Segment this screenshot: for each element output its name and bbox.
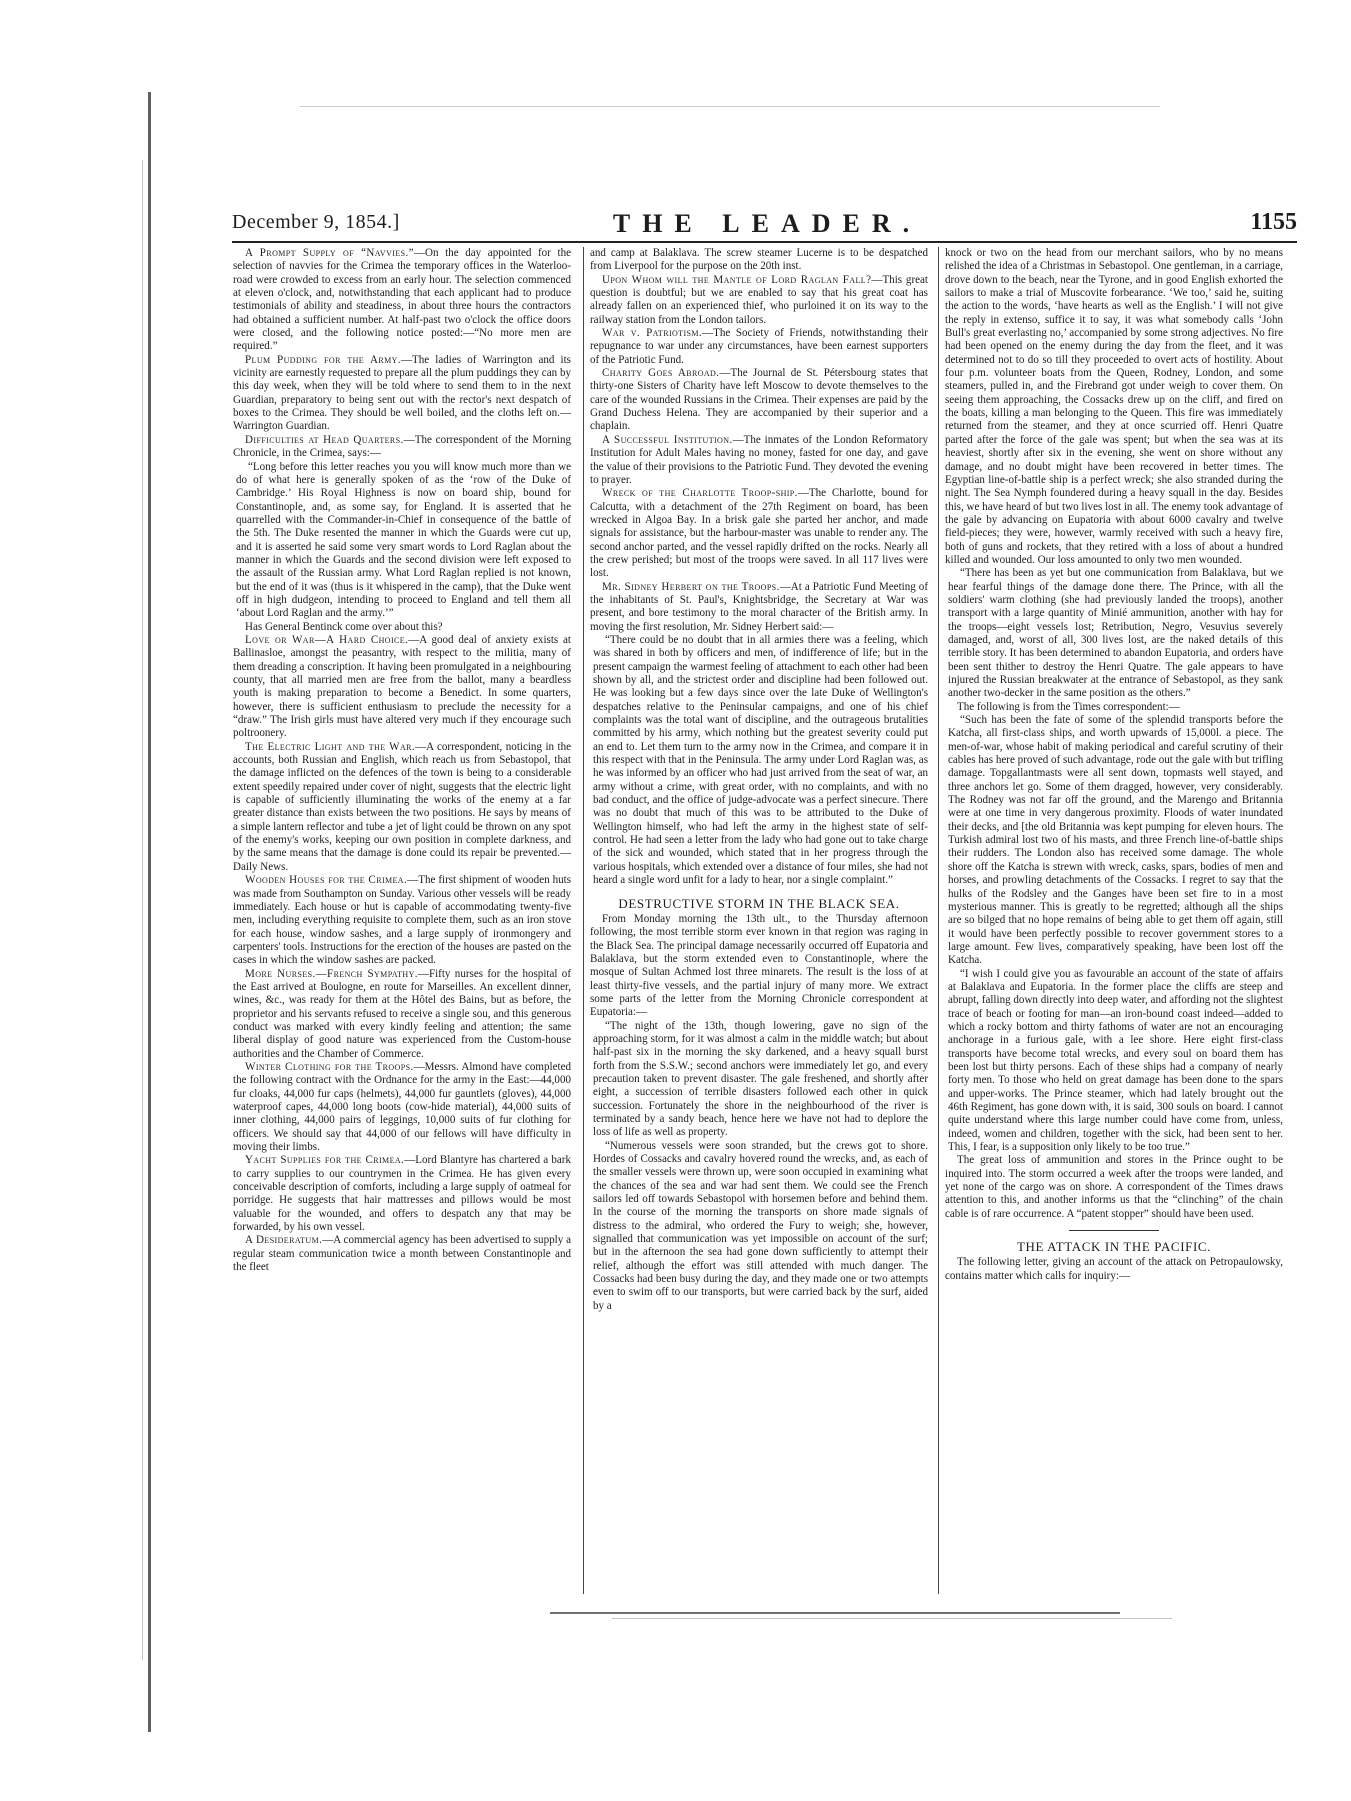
storm-quote-2: “Numerous vessels were soon stranded, but the crews got to shore. Hordes of Cossacks and cavalry hovered round the wrecks, and, as each of the smaller vessels were thrown up, were soon occupied in examining what the chances of the sea and war had sent them. We could see the French sailors led off towards Sebastopol with horsemen before and behind them. In the course of the morning the transports on shore made signals of distress to the admiral, who ordered the Fury to weigh; she, however, signalled that communication was yet impossible on account of the surf; but in the afternoon the sea had gone down sufficiently to attempt their relief, although the effort was still attended with much danger. The Cossacks had been busy during the day, and they made one or two attempts even to swim off to our transports, but were carried back by the surf, aided by a (593, 1139, 928, 1312)
section-title-pacific: THE ATTACK IN THE PACIFIC. (1016, 1239, 1212, 1255)
footer-rule (550, 1612, 1120, 1614)
article-body: —A correspondent, noticing in the accounts, both Russian and English, which reach us from Sebastopol, that the damage inflicted on the defences of the town is being to a considerable extent speedily repaired under cover of night, suggests that the electric light is capable of sufficiently illuminating the works of the enemy at a far greater distance than exists between the two positions. He says by means of a simple lantern reflector and tube a jet of light could be thrown on any spot of the enemy's works, keeping our own position in complete darkness, and by the same means that the damage is done could its repair be prevented.— Daily News. (233, 740, 571, 873)
article-more-nurses (233, 968, 571, 1061)
article-heading: Plum Pudding for the Army. (245, 353, 401, 366)
article-body: —The Society of Friends, notwithstanding their repugnance to war under any circumstances, have been earnest supporters of the Patriotic Fund. (590, 327, 928, 366)
storm-intro: From Monday morning the 13th ult., to the Thursday afternoon following, the most terrible storm ever known in that region was raging in the Black Sea. The principal damage necessarily occurred off Eupatoria and Balaklava, but the storm extended even to Constantinople, where the mosque of Sultan Achmed lost three minarets. The result is the loss of at least thirty-five vessels, and the partial injury of many more. We extract some parts of the letter from the Morning Chronicle correspondent at Eupatoria:— (590, 912, 928, 1019)
article-wreck (590, 487, 928, 580)
page-header (232, 211, 1297, 243)
article-navvies (233, 247, 571, 354)
article-charity (590, 367, 928, 434)
column-1 (233, 247, 571, 1274)
storm-quote-3: “There has been as yet but one communication from Balaklava, but we hear fearful things of the damage done there. The Prince, with all the soldiers' warm clothing (she had previously landed the troops), another transport with a large quantity of Minié ammunition, another with hay for the troops—eight vessels lost; Retribution, Negro, Vesuvius severely damaged, and, worst of all, 300 lives lost, are the naked details of this terrible story. It has been determined to abandon Eupatoria, and orders have been sent thither to destroy the Henri Quatre. The gale appears to have injured the Russian breakwater at the entrance of Sebastopol, as they sank another two-decker in the same position as the others.” (948, 567, 1283, 700)
article-heading: Yacht Supplies for the Crimea. (245, 1154, 405, 1167)
article-body: —This great question is doubtful; but we are enabled to say that his great coat has already fallen on an experienced thief, who purloined it on its way to the railway station from the London tailors. (590, 273, 928, 326)
article-body: —On the day appointed for the selection of navvies for the Crimea the temporary offices in the Waterloo-road were crowded to excess from an early hour. The selection commenced at eleven o'clock, and, notwithstanding that each applicant had to produce testimonials of ability and steadiness, in about three hours the contractors had obtained a sufficient number. At half-past two o'clock the office doors were closed, and the following notice posted:—“No more men are required.” (233, 247, 571, 353)
article-body: —The ladies of Warrington and its vicinity are earnestly requested to prepare all the plum puddings they can by this day week, when they will be told where to send them to in the next Guardian, preparatory to being sent out with the rector's next despatch of boxes to the Crimea. They should be well boiled, and the cloths left on.— Warrington Guardian. (233, 353, 571, 433)
article-body: —The correspondent of the Morning Chronicle, in the Crimea, says:— (233, 433, 571, 460)
continued-text: knock or two on the head from our merchant sailors, who by no means relished the idea of a Christmas in Sebastopol. One gentleman, in a carriage, drove down to the beach, near the Tyrone, and in good English exhorted the sailors to make a trial of Muscovite forbearance. ‘We too,’ said he, suiting the action to the words, ‘have hearts as well as the English.’ I will not give the reply in extenso, suffice it to say, it was what somebody calls ‘John Bull's great everlasting no,’ accompanied by some strong adjectives. No fire had been opened on the enemy during the day from the fleet, and it was determined not to do so till they proceeded to overt acts of hostility. About four p.m. volunteer boats from the Queen, Rodney, London, and some steamers, pulled in, and the Firebrand got under weigh to cover them. On seeing them approaching, the Cossacks drew up on the cliff, and fired on the boats, killing a man belonging to the Queen. This fire was immediately returned from the steamer, and they at once scurried off. Henri Quatre parted after the force of the gale was spent; but when the sea was at its heaviest, shortly after six in the evening, she went on shore without any damage, and no doubt might have been recovered in better times. The Egyptian line-of-battle ship is a perfect wreck; she also stranded during the night. The Sea Nymph foundered during a heavy squall in the day. Besides this, we have heard of but two lives lost in all. The enemy took advantage of the gale by advancing on Eupatoria with about 6000 cavalry and twelve field-pieces; they were, however, warmly received with such a heavy fire, both of guns and rockets, that they retired with a loss of about a hundred killed and wounded. Our loss amounted to only two men wounded. (945, 247, 1283, 566)
pacific-intro: The following letter, giving an account of the attack on Petropaulowsky, contains matter which calls for inquiry:— (945, 1256, 1283, 1282)
article-body: —A good deal of anxiety exists at Ballinasloe, amongst the peasantry, with respect to the militia, many of them dreading a conscription. It having been promulgated in a neighbouring county, that all married men are free from the ballot, many a beardless youth is making preparation to become a Benedict. In some quarters, however, there is sufficient enthusiasm to preclude the necessity for a “draw.” The Irish girls must have altered very much if they encourage such poltroonery. (233, 633, 571, 740)
article-heading: More Nurses.—French Sympathy. (245, 967, 418, 980)
storm-quote-1: “The night of the 13th, though lowering, gave no sign of the approaching storm, for it was almost a calm in the middle watch; but about half-past six in the morning the sky darkened, and a heavy squall burst forth from the S.S.W.; second anchors were immediately let go, and every precaution taken to prevent disaster. The gale freshened, and shortly after eight, a succession of terrible disasters followed each other in quick succession. Fortunately the shore in the neighbourhood of the river is terminated by a sandy beach, hence here we have not had to deplore the loss of life as well as property. (593, 1019, 928, 1139)
article-winter-clothing (233, 1061, 571, 1154)
article-electric-light (233, 741, 571, 874)
bentinck-remark: Has General Bentinck come over about this? (245, 620, 443, 633)
column-divider-2 (938, 247, 939, 1594)
ammunition-paragraph: The great loss of ammunition and stores in the Prince ought to be inquired into. The storm occurred a week after the troops were landed, and yet none of the cargo was on shore. A correspondent of the Times draws attention to this, and another informs us that the “clinching” of the chain cable is of rare occurrence. A “patent stopper” should have been used. (945, 1154, 1283, 1220)
article-yacht-supplies (233, 1154, 571, 1234)
quote-difficulties: “Long before this letter reaches you you will know much more than we do of what here is generally spoken of as the ‘row of the Duke of Cambridge.’ His Royal Highness is now on board ship, bound for Constantinople, and, as some say, for England. It is asserted that he quarrelled with the Commander-in-Chief in consequence of the battle of the 5th. The Duke resented the manner in which the Guards were cut up, and it is asserted he said some very smart words to Lord Raglan about the manner in which the Guards and the second division were left exposed to the assault of the Russian army. What Lord Raglan replied is not known, but the end of it was (thus is it whispered in the camp), that the Duke went off in high dudgeon, intending to proceed to England and tell them all ‘about Lord Raglan and the army.’” (236, 460, 571, 620)
continued-text: and camp at Balaklava. The screw steamer Lucerne is to be despatched from Liverpool for the purpose on the 20th inst. (590, 247, 928, 273)
article-heading: Upon Whom will the Mantle of Lord Raglan Fall? (602, 273, 872, 286)
article-heading: The Electric Light and the War. (245, 740, 416, 753)
page-spine-shadow (148, 92, 151, 1732)
column-2 (590, 247, 928, 1313)
issue-date: December 9, 1854.] (232, 211, 400, 233)
article-desideratum (233, 1234, 571, 1274)
section-rule (1069, 1230, 1159, 1231)
article-heading: Wreck of the Charlotte Troop-ship. (602, 487, 798, 500)
article-body: —The inmates of the London Reformatory Institution for Adult Males having no money, fasted for one day, and gave the value of their provisions to the Patriotic Fund. They devoted the evening to prayer. (590, 433, 928, 486)
scan-top-line (300, 106, 1160, 107)
article-wooden-houses (233, 874, 571, 967)
header-rule (232, 241, 1297, 243)
article-body: —Messrs. Almond have completed the following contract with the Ordnance for the army in the East:—44,000 fur cloaks, 44,000 fur caps (helmets), 44,000 fur gauntlets (gloves), 44,000 waterproof capes, 44,000 long boots (cow-hide material), 44,000 suits of inner clothing, 44,000 pairs of leggings, 10,000 suits of fur clothing for officers. We should say that 44,000 of our fellows will have difficulty in moving their limbs. (233, 1060, 572, 1154)
article-body: —Fifty nurses for the hospital of the East arrived at Boulogne, en route for Marseilles. An excellent dinner, wines, &c., was ready for them at the Hôtel des Bains, but as before, the proprietor and his servants refused to receive a single sou, and this generous conduct was marked with every kindly feeling and attention; the same liberal display of good nature was experienced from the Custom-house authorities and the Chamber of Commerce. (233, 967, 571, 1060)
article-heading: Winter Clothing for the Troops. (245, 1060, 414, 1073)
article-plum-pudding (233, 354, 571, 434)
times-quote-2: “I wish I could give you as favourable an account of the state of affairs at Balaklava and Eupatoria. In the former place the cliffs are steep and abrupt, falling down directly into deep water, and affording not the slightest trace of beach or footing for man—an iron-bound coast indeed—added to which a rocky bottom and thirty fathoms of water are not an encouraging anchorage in a furious gale, with a lee shore. Here eight first-class transports have become total wrecks, and every soul on board them has been lost but thirty persons. Each of these ships had a company of nearly forty men. To those who held on great damage has been done to the spars and upper-works. The Prince steamer, which had lately brought out the 46th Regiment, has gone down with, it is said, 300 souls on board. I cannot quite understand where this large number could have come from, unless, indeed, women and children, together with the sick, had been sent to her. This, I fear, is a supposition only likely to be too true.” (948, 967, 1283, 1154)
masthead-title: THE LEADER. (612, 209, 922, 238)
article-heading: A Successful Institution. (602, 433, 733, 446)
article-heading: A Desideratum. (245, 1234, 323, 1247)
article-love-or-war (233, 634, 571, 741)
article-heading: Love or War—A Hard Choice. (245, 633, 409, 646)
column-3 (945, 247, 1283, 1283)
article-body: —The first shipment of wooden huts was made from Southampton on Sunday. Various other vessels will be ready immediately. Each house or hut is capable of accommodating twenty-five men, including everything requisite to complete them, such as an iron stove for each house, window sashes, and a large supply of ironmongery and carpenters' tools. Instructions for the erection of the houses are pasted on the cases in which the window sashes are packed. (233, 874, 571, 967)
article-body: —The Charlotte, bound for Calcutta, with a detachment of the 27th Regiment on board, has been wrecked in Algoa Bay. In a brisk gale she parted her anchor, and made signals for assistance, but the harbour-master was unable to render any. The second anchor parted, and the vessel rapidly drifted on the rocks. Nearly all the crew perished; but most of the troops were saved. In all 117 lives were lost. (590, 487, 928, 580)
article-body: —The Journal de St. Pétersbourg states that thirty-one Sisters of Charity have left Moscow to devote themselves to the care of the wounded Russians in the Crimea. Their expenses are paid by the Grand Duchess Helena. They are accompanied by their superior and a chaplain. (590, 367, 928, 433)
page-number: 1155 (1250, 209, 1297, 235)
article-war-patriotism (590, 327, 928, 367)
article-difficulties (233, 434, 571, 461)
article-heading: Difficulties at Head Quarters. (245, 433, 404, 446)
article-institution (590, 434, 928, 487)
page-edge-line (142, 160, 143, 1660)
article-body: —Lord Blantyre has chartered a bark to carry supplies to our countrymen in the Crimea. He has given every conceivable description of comforts, including a large supply of oatmeal for porridge. He suggests that hair mattresses and pillows would be most valuable for the wounded, and offers to despatch any that may be forwarded, by his own vessel. (233, 1154, 571, 1234)
article-body: —At a Patriotic Fund Meeting of the inhabitants of St. Paul's, Knightsbridge, the Secretary at War was present, and bore testimony to the moral character of the British army. In moving the first resolution, Mr. Sidney Herbert said:— (590, 580, 929, 633)
times-quote-1: “Such has been the fate of some of the splendid transports before the Katcha, all first-class ships, and worth upwards of 15,000l. a piece. The men-of-war, whose habit of making periodical and careful scrutiny of their cables has here proved of such advantage, rode out the gale with but trifling damage. Topgallantmasts were all sent down, topmasts well stayed, and three anchors let go. Some of them dragged, however, very considerably. The Rodney was not far off the ground, and the Marengo and Britannia were at one time in very dangerous proximity. Floods of water inundated their decks, and [the old Britannia was kept pumping for eleven hours. The Turkish admiral lost two of his masts, and three French line-of-battle ships their rudders. The London also has received some damage. The whole shore off the Katcha is strewn with wreck, casks, spars, bodies of men and horses, and prowling detachments of the Cossacks. I regret to say that the hulks of the Rodsley and the Ganges have been set fire to in a most mysterious manner. This is greatly to be regretted; although all the ships are so bilged that no hope remains of being able to get them off again, still it would have been perfectly possible to recover government stores to a large amount. Few lives, comparatively speaking, have been lost off the Katcha. (948, 714, 1283, 967)
article-body: —A commercial agency has been advertised to supply a regular steam communication twice a month between Constantinople and the fleet (233, 1234, 571, 1274)
article-heading: Charity Goes Abroad. (602, 367, 720, 380)
article-heading: Wooden Houses for the Crimea. (245, 874, 408, 887)
article-mantle (590, 274, 928, 327)
footer-rule-secondary (612, 1618, 1172, 1619)
article-heading: Mr. Sidney Herbert on the Troops. (602, 580, 780, 593)
column-divider-1 (583, 247, 584, 1594)
times-intro: The following is from the Times correspondent:— (957, 700, 1180, 713)
article-heading: War v. Patriotism. (602, 327, 703, 340)
article-herbert (590, 581, 928, 634)
quote-herbert: “There could be no doubt that in all armies there was a feeling, which was shared in both by officers and men, of indifference of life; but in the present campaign the warmest feeling of attachment to each other had been shown by all, and the strictest order and discipline had been followed out. He was looking but a few days since over the late Duke of Wellington's despatches relative to the Peninsular campaigns, and one of his chief complaints was the total want of discipline, and the outrageous brutalities committed by his army, which nothing but the greatest severity could put an end to. Let them turn to the army now in the Crimea, and compare it in this respect with that in the Peninsula. The army under Lord Raglan was, as he was informed by an officer who had just arrived from the seat of war, an army without a crime, with great order, with no complaints, and with no bad conduct, and the office of judge-advocate was a perfect sinecure. There was no doubt that much of this was to be attributed to the Duke of Wellington himself, who had left the army in the highest state of self-control. He had seen a letter from the lady who had gone out to take charge of the sick and wounded, which stated that in her progress through the various hospitals, which extended over a distance of four miles, she had not heard a single word unfit for a lady to hear, nor a single complaint.” (593, 633, 928, 887)
article-heading: A Prompt Supply of “Navvies.” (245, 247, 414, 259)
section-title-storm: DESTRUCTIVE STORM IN THE BLACK SEA. (618, 895, 900, 911)
